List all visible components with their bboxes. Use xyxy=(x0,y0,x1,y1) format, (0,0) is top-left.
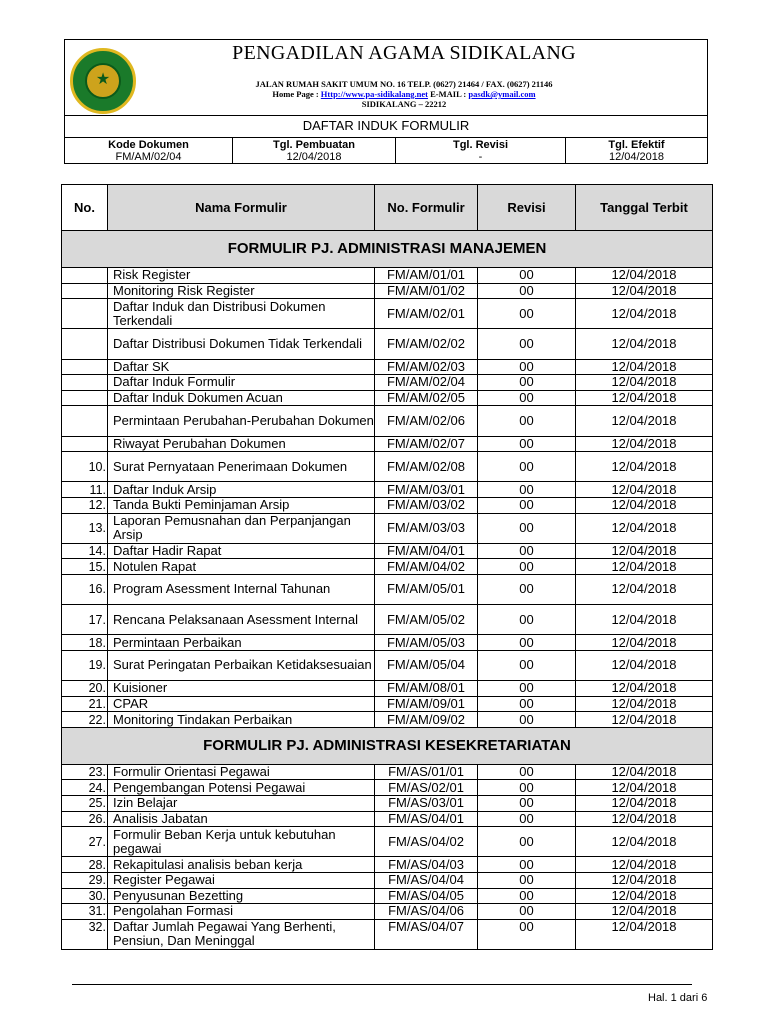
meta-kode xyxy=(65,138,233,164)
section-header-row xyxy=(62,727,713,764)
form-name: Tanda Bukti Peminjaman Arsip xyxy=(108,497,375,513)
form-register-table xyxy=(61,184,713,950)
form-name: Daftar Induk Arsip xyxy=(108,482,375,498)
form-issue-date: 12/04/2018 xyxy=(576,406,713,436)
meta-efektif xyxy=(566,138,707,164)
form-code: FM/AS/02/01 xyxy=(375,780,478,796)
form-name: Daftar Jumlah Pegawai Yang Berhenti, Pensiun, Dan Meninggal xyxy=(108,919,375,949)
court-contact xyxy=(65,89,707,99)
table-row xyxy=(62,811,713,827)
form-name: Analisis Jabatan xyxy=(108,811,375,827)
form-code: FM/AM/02/07 xyxy=(375,436,478,452)
form-name: Daftar Distribusi Dokumen Tidak Terkendali xyxy=(108,329,375,359)
form-issue-date: 12/04/2018 xyxy=(576,811,713,827)
row-number: 24. xyxy=(62,780,108,796)
form-code: FM/AS/04/04 xyxy=(375,872,478,888)
form-revision: 00 xyxy=(478,764,576,780)
form-code: FM/AM/02/01 xyxy=(375,299,478,329)
table-row xyxy=(62,559,713,575)
form-issue-date: 12/04/2018 xyxy=(576,574,713,604)
table-row xyxy=(62,780,713,796)
form-code: FM/AM/03/01 xyxy=(375,482,478,498)
form-name: CPAR xyxy=(108,696,375,712)
form-revision: 00 xyxy=(478,827,576,857)
table-row xyxy=(62,482,713,498)
form-revision: 00 xyxy=(478,452,576,482)
table-row xyxy=(62,574,713,604)
form-name: Monitoring Tindakan Perbaikan xyxy=(108,712,375,728)
form-name: Register Pegawai xyxy=(108,872,375,888)
row-number: 23. xyxy=(62,764,108,780)
form-issue-date: 12/04/2018 xyxy=(576,796,713,812)
table-row xyxy=(62,513,713,543)
row-number: 15. xyxy=(62,559,108,575)
form-code: FM/AM/05/04 xyxy=(375,650,478,680)
row-number: 16. xyxy=(62,574,108,604)
row-number: 13. xyxy=(62,513,108,543)
homepage-link[interactable]: Http://www.pa-sidikalang.net xyxy=(320,89,429,99)
form-name: Monitoring Risk Register xyxy=(108,283,375,299)
form-name: Pengembangan Potensi Pegawai xyxy=(108,780,375,796)
table-row xyxy=(62,605,713,635)
table-row xyxy=(62,390,713,406)
form-issue-date: 12/04/2018 xyxy=(576,605,713,635)
form-revision: 00 xyxy=(478,650,576,680)
row-number xyxy=(62,329,108,359)
row-number xyxy=(62,299,108,329)
form-issue-date: 12/04/2018 xyxy=(576,497,713,513)
form-revision: 00 xyxy=(478,299,576,329)
row-number: 17. xyxy=(62,605,108,635)
row-number xyxy=(62,436,108,452)
table-row xyxy=(62,268,713,284)
meta-efektif-value: 12/04/2018 xyxy=(608,151,665,163)
form-issue-date: 12/04/2018 xyxy=(576,696,713,712)
form-name: Rencana Pelaksanaan Asessment Internal xyxy=(108,605,375,635)
form-revision: 00 xyxy=(478,359,576,375)
row-number xyxy=(62,268,108,284)
form-issue-date: 12/04/2018 xyxy=(576,857,713,873)
section-title: FORMULIR PJ. ADMINISTRASI KESEKRETARIATAN xyxy=(62,727,713,764)
form-code: FM/AS/04/01 xyxy=(375,811,478,827)
table-row xyxy=(62,359,713,375)
form-code: FM/AM/02/04 xyxy=(375,375,478,391)
col-header-code: No. Formulir xyxy=(375,185,478,231)
row-number xyxy=(62,375,108,391)
form-code: FM/AS/04/03 xyxy=(375,857,478,873)
court-name: PENGADILAN AGAMA SIDIKALANG xyxy=(232,42,576,64)
meta-pembuatan xyxy=(233,138,396,164)
form-revision: 00 xyxy=(478,888,576,904)
row-number: 30. xyxy=(62,888,108,904)
form-code: FM/AM/09/01 xyxy=(375,696,478,712)
row-number xyxy=(62,359,108,375)
form-issue-date: 12/04/2018 xyxy=(576,543,713,559)
form-name: Surat Peringatan Perbaikan Ketidaksesuaian xyxy=(108,650,375,680)
form-revision: 00 xyxy=(478,497,576,513)
form-issue-date: 12/04/2018 xyxy=(576,635,713,651)
table-row xyxy=(62,919,713,949)
page-number: Hal. 1 dari 6 xyxy=(648,992,708,1004)
table-row xyxy=(62,796,713,812)
form-issue-date: 12/04/2018 xyxy=(576,513,713,543)
document-meta xyxy=(65,138,707,164)
form-revision: 00 xyxy=(478,390,576,406)
row-number: 14. xyxy=(62,543,108,559)
col-header-name: Nama Formulir xyxy=(108,185,375,231)
form-revision: 00 xyxy=(478,513,576,543)
row-number: 18. xyxy=(62,635,108,651)
form-code: FM/AM/09/02 xyxy=(375,712,478,728)
form-name: Program Asessment Internal Tahunan xyxy=(108,574,375,604)
form-revision: 00 xyxy=(478,635,576,651)
form-name: Pengolahan Formasi xyxy=(108,904,375,920)
form-name: Formulir Orientasi Pegawai xyxy=(108,764,375,780)
form-code: FM/AS/04/02 xyxy=(375,827,478,857)
form-revision: 00 xyxy=(478,436,576,452)
row-number: 11. xyxy=(62,482,108,498)
form-name: Rekapitulasi analisis beban kerja xyxy=(108,857,375,873)
form-code: FM/AM/03/03 xyxy=(375,513,478,543)
form-issue-date: 12/04/2018 xyxy=(576,919,713,949)
form-code: FM/AM/02/03 xyxy=(375,359,478,375)
form-issue-date: 12/04/2018 xyxy=(576,452,713,482)
form-code: FM/AM/08/01 xyxy=(375,681,478,697)
form-name: Risk Register xyxy=(108,268,375,284)
form-revision: 00 xyxy=(478,696,576,712)
table-row xyxy=(62,543,713,559)
row-number: 10. xyxy=(62,452,108,482)
row-number: 28. xyxy=(62,857,108,873)
form-code: FM/AM/02/05 xyxy=(375,390,478,406)
table-row xyxy=(62,888,713,904)
form-revision: 00 xyxy=(478,780,576,796)
form-revision: 00 xyxy=(478,811,576,827)
form-code: FM/AM/04/02 xyxy=(375,559,478,575)
row-number: 20. xyxy=(62,681,108,697)
table-row xyxy=(62,696,713,712)
form-name: Formulir Beban Kerja untuk kebutuhan pegawai xyxy=(108,827,375,857)
document-header xyxy=(64,39,708,164)
section-title: FORMULIR PJ. ADMINISTRASI MANAJEMEN xyxy=(62,231,713,268)
table-header-row xyxy=(62,185,713,231)
form-name: Daftar Induk Dokumen Acuan xyxy=(108,390,375,406)
table-row xyxy=(62,827,713,857)
row-number: 19. xyxy=(62,650,108,680)
form-revision: 00 xyxy=(478,681,576,697)
form-revision: 00 xyxy=(478,406,576,436)
meta-revisi-label: Tgl. Revisi xyxy=(452,139,509,151)
email-link[interactable]: pasdk@ymail.com xyxy=(468,89,536,99)
form-revision: 00 xyxy=(478,796,576,812)
letterhead xyxy=(65,40,707,116)
form-code: FM/AS/04/05 xyxy=(375,888,478,904)
table-row xyxy=(62,712,713,728)
form-revision: 00 xyxy=(478,872,576,888)
table-row xyxy=(62,635,713,651)
form-issue-date: 12/04/2018 xyxy=(576,764,713,780)
table-row xyxy=(62,375,713,391)
form-revision: 00 xyxy=(478,375,576,391)
meta-pembuatan-label: Tgl. Pembuatan xyxy=(273,139,355,151)
star-icon: ★ xyxy=(95,69,111,88)
table-row xyxy=(62,283,713,299)
form-issue-date: 12/04/2018 xyxy=(576,650,713,680)
form-name: Kuisioner xyxy=(108,681,375,697)
form-code: FM/AM/02/08 xyxy=(375,452,478,482)
form-revision: 00 xyxy=(478,574,576,604)
row-number: 31. xyxy=(62,904,108,920)
table-row xyxy=(62,872,713,888)
email-label: E-MAIL : xyxy=(430,89,467,99)
meta-pembuatan-value: 12/04/2018 xyxy=(286,151,342,163)
form-code: FM/AM/02/06 xyxy=(375,406,478,436)
form-name: Riwayat Perubahan Dokumen xyxy=(108,436,375,452)
homepage-label: Home Page : xyxy=(272,89,319,99)
form-code: FM/AS/04/07 xyxy=(375,919,478,949)
form-code: FM/AS/01/01 xyxy=(375,764,478,780)
form-issue-date: 12/04/2018 xyxy=(576,436,713,452)
row-number xyxy=(62,406,108,436)
form-name: Izin Belajar xyxy=(108,796,375,812)
form-issue-date: 12/04/2018 xyxy=(576,283,713,299)
form-issue-date: 12/04/2018 xyxy=(576,268,713,284)
form-issue-date: 12/04/2018 xyxy=(576,872,713,888)
form-revision: 00 xyxy=(478,605,576,635)
form-issue-date: 12/04/2018 xyxy=(576,359,713,375)
form-issue-date: 12/04/2018 xyxy=(576,681,713,697)
form-name: Penyusunan Bezetting xyxy=(108,888,375,904)
form-issue-date: 12/04/2018 xyxy=(576,329,713,359)
form-revision: 00 xyxy=(478,268,576,284)
row-number: 22. xyxy=(62,712,108,728)
row-number: 29. xyxy=(62,872,108,888)
form-name: Daftar Induk Formulir xyxy=(108,375,375,391)
row-number: 25. xyxy=(62,796,108,812)
meta-efektif-label: Tgl. Efektif xyxy=(608,139,665,151)
form-issue-date: 12/04/2018 xyxy=(576,299,713,329)
meta-kode-label: Kode Dokumen xyxy=(108,139,189,151)
row-number: 21. xyxy=(62,696,108,712)
form-name: Daftar Hadir Rapat xyxy=(108,543,375,559)
form-name: Laporan Pemusnahan dan Perpanjangan Arsip xyxy=(108,513,375,543)
form-issue-date: 12/04/2018 xyxy=(576,559,713,575)
footer-divider xyxy=(72,984,692,985)
table-row xyxy=(62,857,713,873)
row-number xyxy=(62,390,108,406)
form-code: FM/AM/05/03 xyxy=(375,635,478,651)
form-issue-date: 12/04/2018 xyxy=(576,390,713,406)
form-code: FM/AS/03/01 xyxy=(375,796,478,812)
table-row xyxy=(62,452,713,482)
form-revision: 00 xyxy=(478,904,576,920)
col-header-no: No. xyxy=(62,185,108,231)
form-name: Surat Pernyataan Penerimaan Dokumen xyxy=(108,452,375,482)
form-revision: 00 xyxy=(478,329,576,359)
form-issue-date: 12/04/2018 xyxy=(576,780,713,796)
form-name: Permintaan Perbaikan xyxy=(108,635,375,651)
table-row xyxy=(62,299,713,329)
row-number: 12. xyxy=(62,497,108,513)
form-code: FM/AM/02/02 xyxy=(375,329,478,359)
form-code: FM/AM/04/01 xyxy=(375,543,478,559)
form-revision: 00 xyxy=(478,283,576,299)
form-issue-date: 12/04/2018 xyxy=(576,712,713,728)
form-revision: 00 xyxy=(478,482,576,498)
form-name: Daftar SK xyxy=(108,359,375,375)
form-issue-date: 12/04/2018 xyxy=(576,375,713,391)
section-header-row xyxy=(62,231,713,268)
form-code: FM/AM/01/01 xyxy=(375,268,478,284)
form-revision: 00 xyxy=(478,559,576,575)
table-row xyxy=(62,329,713,359)
form-code: FM/AS/04/06 xyxy=(375,904,478,920)
table-row xyxy=(62,681,713,697)
form-code: FM/AM/05/02 xyxy=(375,605,478,635)
court-address: JALAN RUMAH SAKIT UMUM NO. 16 TELP. (0627) 21464 / FAX. (0627) 21146 xyxy=(255,79,553,89)
meta-kode-value: FM/AM/02/04 xyxy=(115,151,182,163)
form-issue-date: 12/04/2018 xyxy=(576,888,713,904)
form-code: FM/AM/05/01 xyxy=(375,574,478,604)
table-row xyxy=(62,650,713,680)
table-row xyxy=(62,764,713,780)
row-number: 32. xyxy=(62,919,108,949)
table-row xyxy=(62,406,713,436)
form-code: FM/AM/01/02 xyxy=(375,283,478,299)
form-name: Permintaan Perubahan-Perubahan Dokumen xyxy=(108,406,375,436)
form-revision: 00 xyxy=(478,543,576,559)
meta-revisi-value: - xyxy=(478,151,483,163)
table-row xyxy=(62,904,713,920)
form-revision: 00 xyxy=(478,712,576,728)
table-row xyxy=(62,497,713,513)
table-body xyxy=(62,231,713,950)
row-number: 27. xyxy=(62,827,108,857)
col-header-revision: Revisi xyxy=(478,185,576,231)
row-number: 26. xyxy=(62,811,108,827)
table-row xyxy=(62,436,713,452)
form-name: Notulen Rapat xyxy=(108,559,375,575)
row-number xyxy=(62,283,108,299)
form-issue-date: 12/04/2018 xyxy=(576,904,713,920)
form-name: Daftar Induk dan Distribusi Dokumen Terkendali xyxy=(108,299,375,329)
form-issue-date: 12/04/2018 xyxy=(576,482,713,498)
form-revision: 00 xyxy=(478,919,576,949)
form-issue-date: 12/04/2018 xyxy=(576,827,713,857)
form-code: FM/AM/03/02 xyxy=(375,497,478,513)
form-revision: 00 xyxy=(478,857,576,873)
court-city: SIDIKALANG – 22212 xyxy=(361,99,447,109)
col-header-date: Tanggal Terbit xyxy=(576,185,713,231)
meta-revisi xyxy=(396,138,566,164)
document-title: DAFTAR INDUK FORMULIR xyxy=(65,115,707,138)
